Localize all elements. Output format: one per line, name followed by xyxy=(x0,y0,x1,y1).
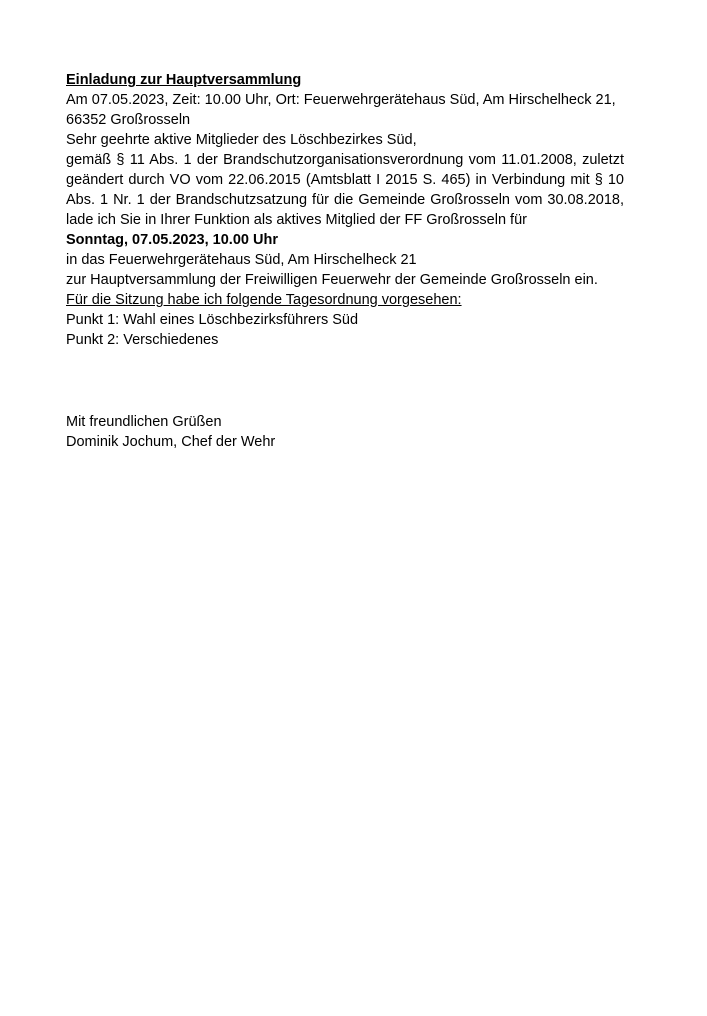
legal-basis-paragraph: gemäß § 11 Abs. 1 der Brandschutzorganisationsverordnung vom 11.01.2008, zuletzt geändert durch VO vom 22.06.2015 (Amtsblatt I 2015 S. 465) in Verbindung mit § 10 Abs. 1 Nr. 1 der Brandschutzsatzung für die Gemeinde Großrosseln vom 30.08.2018, lade ich Sie in Ihrer Funktion als aktives Mitglied der FF Großrosseln für xyxy=(66,152,624,228)
event-meta-line: Am 07.05.2023, Zeit: 10.00 Uhr, Ort: Feuerwehrgerätehaus Süd, Am Hirschelheck 21, 66352 Großrosseln xyxy=(66,92,616,128)
signature-line: Dominik Jochum, Chef der Wehr xyxy=(66,434,276,450)
event-location-line: in das Feuerwehrgerätehaus Süd, Am Hirschelheck 21 xyxy=(66,252,417,268)
document-title: Einladung zur Hauptversammlung xyxy=(66,72,302,88)
event-date-line: Sonntag, 07.05.2023, 10.00 Uhr xyxy=(66,232,278,248)
agenda-heading: Für die Sitzung habe ich folgende Tagesordnung vorgesehen: xyxy=(66,292,462,308)
closing-line: Mit freundlichen Grüßen xyxy=(66,414,222,430)
agenda-item-1: Punkt 1: Wahl eines Löschbezirksführers Süd xyxy=(66,312,359,328)
agenda-item-2: Punkt 2: Verschiedenes xyxy=(66,332,219,348)
salutation-line: Sehr geehrte aktive Mitglieder des Löschbezirkes Süd, xyxy=(66,132,417,148)
invitation-purpose-line: zur Hauptversammlung der Freiwilligen Feuerwehr der Gemeinde Großrosseln ein. xyxy=(66,272,598,288)
